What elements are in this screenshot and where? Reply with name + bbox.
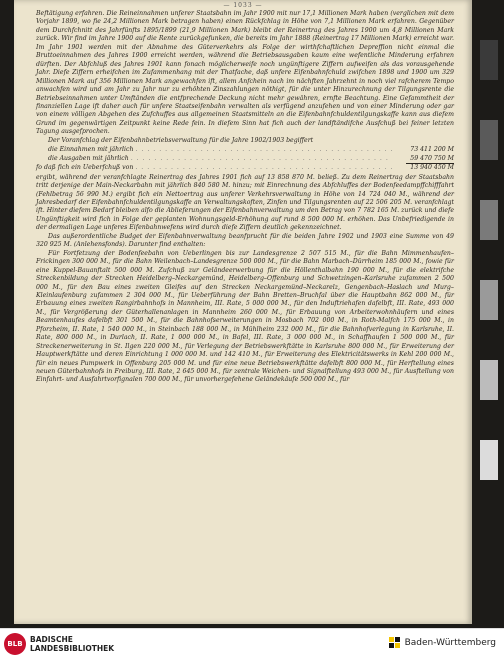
budget-row-label: fo daß fich ein Ueberfchuß von (36, 164, 134, 172)
leader-dots: . . . . . . . . . . . . . . . . . . . . . . . . . . . . . . . . . . . . . . . . . . . . (135, 146, 394, 154)
paragraph-bottom-0: ergibt, während der veranfchlagte Reinertrag des Jahres 1901 fich auf 13 858 870 M. beließ. Zu dem Reinertrag der Staatsbahn tritt derjenige der Main-Neckarbahn mit jährlich 840 580 M. hinzu; mit Einrechnung des Abfchluffes der Bodenfeedampffchifffahrt (Fehlbetrag 56 990 M.) ergibt fich ein Nettoertrag aus unferer Verkehrsverwaltung in Höhe von 14 724 040 M., während der Jahresbedarf der Eifenbahnfchuldentilgungskaffe an Verwaltungskoften, Zinfen und Tilgungsrenten auf 22 506 205 M. veranfchlagt ift. Hinter diefem Bedarf bleiben alfo die Ablieferungen der Eifenbahnverwaltung um den Betrag von 7 782 165 M. zurück und diefe Ungünftigkeit wird fich in Folge der geplanten Wohnungsgeld-Erhöhung auf rund 8 500 000 M. erhöhen. Das Unbefriedigende in der dermaligen Lage unferes Eifenbahnwefens wird durch diefe Ziffern deutlich gekennzeichnet. (36, 173, 454, 232)
document-page (14, 0, 472, 624)
paragraph-bottom-2: Für Fortfetzung der Bodenfeebahn von Ueberlingen bis zur Landesgrenze 2 507 515 M., für die Bahn Mimmenhaufen–Frickingen 300 000 M., für die Bahn Weilenbach–Landesgrenze 500 000 M., für die Bahn Marbach–Dürrheim 185 000 M., fowie für eine Kuppel-Bauanftalt 500 000 M. Zufchuß zur Geländeerwerbung für die Höllenthalbahn 190 000 M., für die elektrifche Streckenbildung der Strecken Heidelberg–Neckargemünd, Heidelberg–Offenburg und Schwetzingen–Karlsruhe zufammen 2 500 000 M., für den Bau eines zweiten Gleifes auf den Strecken Neckargemünd–Neckarelz, Gengenbach–Haslach und Murg–Kleinlaufenburg zufammen 2 304 000 M., für Ueberführung der Bahn Bretten–Bruchfal über die Hauptbahn 862 000 M., für Erbauung eines zweiten Rangirbahnhofs in Mannheim, III. Rate, 5 000 000 M., für den Induftriehafen dafelbft, III. Rate, 493 000 M., für Vergrößerung der Güterhallenanlagen in Mannheim 260 000 M., für Erbauung von Arbeiterwohnhäufern und eines Beamtenhaufes dafelbft 301 500 M., für die Bahnhofserweiterungen in Mosbach 702 000 M., in Roth-Malfch 175 000 M., in Pforzheim, II. Rate, 1 540 000 M., in Steinbach 188 000 M., in Mühlheim 232 000 M., für die Bahnhofverlegung in Karlsruhe, II. Rate, 800 000 M., in Durlach, II. Rate, 1 000 000 M., in Bafel, III. Rate, 3 000 000 M., in Schaffhaufen 1 500 000 M., für Streckenerweiterung in St. Ilgen 220 000 M., für Verlegung der Betriebswerkftätte in Karlsruhe 800 000 M., für Erweiterung der Hauptwerkftätte und deren Einrichtung 1 000 000 M. und 142 410 M., für Erweiterung des Elektricitätswerks in Kehl 200 000 M., für ein neues Pumpwerk in Offenburg 205 000 M. und für eine neue Betriebswerkftätte dafelbft 800 000 M., für Herftellung eines neuen Güterbahnhofs in Freiburg, III. Rate, 2 645 000 M., für zentrale Weichen- und Signalftellung 493 000 M., für Ausftellung von Einfahrt- und Ausfahrtvorfignalen 700 000 M., für unvorhergefehene Geländekäufe 500 000 M., für (36, 249, 454, 384)
blb-logo-icon[interactable]: BLB (4, 633, 26, 655)
budget-row-value: 13 940 450 M (410, 164, 454, 172)
budget-intro: Der Voranfchlag der Eifenbahnbetriebsverwaltung für die Jahre 1902/1903 begiffert (48, 136, 314, 144)
library-name (30, 635, 114, 653)
state-emblem-icon (389, 637, 401, 649)
ruler-patch (480, 280, 498, 320)
budget-row-expenses (36, 155, 454, 164)
ruler-patch (480, 440, 498, 480)
library-name-line-1: BADISCHE (30, 635, 73, 644)
footer-bar (0, 628, 504, 660)
document-body (36, 10, 454, 385)
scan-color-ruler (474, 0, 504, 628)
budget-row-label: die Einnahmen mit jährlich (48, 146, 134, 154)
ruler-patch (480, 360, 498, 400)
budget-row-label: die Ausgaben mit jährlich (48, 154, 129, 162)
leader-dots: . . . . . . . . . . . . . . . . . . . . . . . . . . . . . . . . . . . . . . . . . . . . (130, 154, 389, 162)
ruler-patch (480, 120, 498, 160)
baden-wuerttemberg-logo[interactable] (389, 637, 496, 649)
ruler-patch (480, 200, 498, 240)
page-number: — 1033 — (223, 2, 263, 9)
leader-dots: . . . . . . . . . . . . . . . . . . . . . . . . . . . . . . . . . . . . . . . . . . . . (135, 164, 394, 172)
library-name-line-2: LANDESBIBLIOTHEK (30, 644, 115, 653)
paragraph-top-0: Beftätigung erfahren. Die Reineinnahmen unferer Staatsbahn im Jahr 1900 mit nur 17,1 Millionen Mark haben (verglichen mit dem Vorjahr 1899, wo fie 24,2 Millionen Mark betragen haben) einen Rückfchlag in Höhe von 7,1 Millionen Mark erfahren. Gegenüber dem Durchfchnitt des Jahrfünfts 1895/1899 (21,9 Millionen Mark) bleibt der Reinertrag des Jahres 1900 um 4,8 Millionen Mark zurück. Wir find im Jahre 1900 auf die Rente zurückgefunken, die bereits im Jahr 1888 (Reinertrag 17 Millionen Mark) erreicht war. Im Jahr 1901 werden mit der Abnahme des Güterverkehrs als Folge der wirthfchaftlichen Depreffion nicht einmal die Bruttoeinnahmen des Jahres 1900 erreicht werden, während die Betriebsausgaben kaum eine wefentliche Minderung erfahren dürften. Der Abfchluß des Jahres 1901 kann fonach möglicherweife noch ungünftigere Ziffern aufweifen als das vorausgehende Jahr. Diefe Ziffern erheifchen im Zufammenhang mit der Thatfache, daß unfere Eifenbahnfchuld zwifchen 1898 und 1900 um 329 Millionen Mark auf 356 Millionen Mark angewachfen ift, allem Anfchein nach im nächften Jahrzehnt in noch viel rafcherem Tempo anwachfen wird und am Jahr zu Jahr nur zu erhöhten Zinszahlungen nöthigt, für die unter Hinzurechnung der Tilgungsrente die Betriebseinnahmen unter Umftänden die entfprechende Deckung nicht mehr gewähren, ernfte Beachtung. Eine Gefammtheit der finanziellen Lage ift daher auch für unfere Staatseifenbahn verwalten als verfügend anzufehen und von einer Minderung oder gar von einem völligen Abgehen des Zufchuffes aus allgemeinen Staatsmitteln an die Eifenbahnfchuldentilgungskaffe kann aus diefem Grund im gegenwärtigen Zeitpunkt keine Rede fein. In diefem Sinn hat fich auch der landftändifche Ausfchuß bei feiner letzten Tagung ausgefprochen. (36, 10, 454, 136)
budget-row-surplus (36, 164, 454, 172)
budget-row-value: 73 411 200 M (410, 146, 454, 154)
budget-row-income (36, 146, 454, 154)
budget-table (36, 146, 454, 172)
budget-row-value: 59 470 750 M (406, 155, 454, 164)
ruler-patch (480, 40, 498, 80)
state-name: Baden-Württemberg (404, 638, 496, 648)
paragraph-bottom-1: Das außerordentliche Budget der Eifenbahnverwaltung beanfprucht für die beiden Jahre 1902 und 1903 eine Summe von 49 320 925 M. (Anlehensfonds). Darunter find enthalten: (36, 232, 454, 249)
